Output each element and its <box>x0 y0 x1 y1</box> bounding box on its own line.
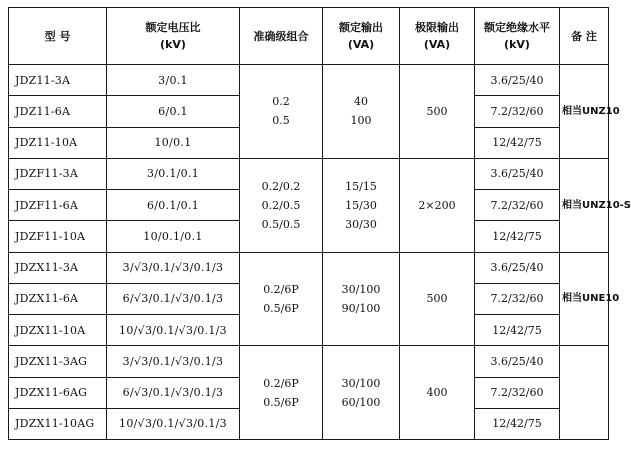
voltage-ratio-cell: 10/√3/0.1/√3/0.1/3 <box>107 408 240 439</box>
model-cell: JDZF11-3A <box>9 158 107 189</box>
accuracy-value: 0.2/0.2 <box>261 179 301 193</box>
voltage-ratio-cell: 3/0.1/0.1 <box>107 158 240 189</box>
table-row <box>9 346 609 377</box>
accuracy-cell <box>240 65 323 159</box>
voltage-ratio-cell: 10/√3/0.1/√3/0.1/3 <box>107 315 240 346</box>
accuracy-value: 0.2 <box>272 95 290 109</box>
accuracy-value: 0.5 <box>272 114 290 128</box>
model-cell: JDZX11-10AG <box>9 408 107 439</box>
voltage-ratio-cell: 3/√3/0.1/√3/0.1/3 <box>107 252 240 283</box>
rated-output-value: 15/15 <box>345 179 377 193</box>
model-cell: JDZF11-10A <box>9 221 107 252</box>
insulation-level-cell: 7.2/32/60 <box>475 377 560 408</box>
rated-output-value: 60/100 <box>341 395 381 409</box>
insulation-level-cell: 3.6/25/40 <box>475 65 560 96</box>
note-cell: 相当UNE10 <box>560 252 609 346</box>
rated-output-cell <box>323 158 400 252</box>
voltage-ratio-cell: 6/0.1 <box>107 96 240 127</box>
model-cell: JDZX11-10A <box>9 315 107 346</box>
rated-output-cell <box>323 346 400 440</box>
insulation-level-cell: 12/42/75 <box>475 315 560 346</box>
rated-output-value: 30/100 <box>341 376 381 390</box>
insulation-level-cell: 7.2/32/60 <box>475 283 560 314</box>
limit-output-cell: 400 <box>400 346 475 440</box>
header-rated-output-title: 额定输出 <box>339 21 383 34</box>
rated-output-cell <box>323 252 400 346</box>
header-rated-output-unit: (VA) <box>347 38 375 51</box>
rated-output-value: 100 <box>350 114 372 128</box>
accuracy-cell <box>240 252 323 346</box>
model-cell: JDZF11-6A <box>9 190 107 221</box>
accuracy-cell <box>240 346 323 440</box>
insulation-level-cell: 12/42/75 <box>475 408 560 439</box>
rated-output-value: 15/30 <box>345 198 377 212</box>
rated-output-value: 30/100 <box>341 282 381 296</box>
model-cell: JDZ11-3A <box>9 65 107 96</box>
voltage-ratio-cell: 10/0.1 <box>107 127 240 158</box>
rated-output-cell <box>323 65 400 159</box>
model-cell: JDZ11-10A <box>9 127 107 158</box>
voltage-ratio-cell: 10/0.1/0.1 <box>107 221 240 252</box>
model-cell: JDZX11-3A <box>9 252 107 283</box>
note-cell: 相当UNZ10-S <box>560 158 609 252</box>
header-notes: 备 注 <box>560 8 609 65</box>
table-row <box>9 65 609 96</box>
model-cell: JDZ11-6A <box>9 96 107 127</box>
header-insulation-unit: (kV) <box>504 38 530 51</box>
limit-output-cell: 500 <box>400 65 475 159</box>
model-cell: JDZX11-6A <box>9 283 107 314</box>
header-accuracy: 准确级组合 <box>240 8 323 65</box>
accuracy-value: 0.2/0.5 <box>261 198 301 212</box>
rated-output-value: 90/100 <box>341 301 381 315</box>
model-cell: JDZX11-6AG <box>9 377 107 408</box>
rated-output-value: 40 <box>354 95 368 109</box>
header-limit-output-title: 极限输出 <box>415 21 459 34</box>
voltage-ratio-cell: 6/0.1/0.1 <box>107 190 240 221</box>
header-insulation <box>475 8 560 65</box>
insulation-level-cell: 7.2/32/60 <box>475 96 560 127</box>
header-insulation-title: 额定绝缘水平 <box>484 21 550 34</box>
note-cell: 相当UNZ10 <box>560 65 609 159</box>
insulation-level-cell: 12/42/75 <box>475 127 560 158</box>
accuracy-value: 0.2/6P <box>263 282 299 296</box>
limit-output-cell: 500 <box>400 252 475 346</box>
note-cell <box>560 346 609 440</box>
header-ratio-unit: (kV) <box>160 38 186 51</box>
table-body <box>9 65 631 440</box>
insulation-level-cell: 7.2/32/60 <box>475 190 560 221</box>
header-ratio <box>107 8 240 65</box>
transformer-spec-table <box>8 7 631 440</box>
limit-output-cell: 2×200 <box>400 158 475 252</box>
voltage-ratio-cell: 3/0.1 <box>107 65 240 96</box>
voltage-ratio-cell: 6/√3/0.1/√3/0.1/3 <box>107 377 240 408</box>
table-row <box>9 158 609 189</box>
rated-output-value: 30/30 <box>345 217 377 231</box>
voltage-ratio-cell: 3/√3/0.1/√3/0.1/3 <box>107 346 240 377</box>
accuracy-value: 0.2/6P <box>263 376 299 390</box>
accuracy-cell <box>240 158 323 252</box>
voltage-ratio-cell: 6/√3/0.1/√3/0.1/3 <box>107 283 240 314</box>
header-ratio-title: 额定电压比 <box>145 21 201 34</box>
header-rated-output <box>323 8 400 65</box>
header-limit-output-unit: (VA) <box>423 38 451 51</box>
accuracy-value: 0.5/6P <box>263 395 299 409</box>
insulation-level-cell: 12/42/75 <box>475 221 560 252</box>
header-row <box>9 8 609 65</box>
insulation-level-cell: 3.6/25/40 <box>475 346 560 377</box>
table-row <box>9 252 609 283</box>
accuracy-value: 0.5/0.5 <box>261 217 301 231</box>
header-limit-output <box>400 8 475 65</box>
accuracy-value: 0.5/6P <box>263 301 299 315</box>
header-model: 型 号 <box>9 8 107 65</box>
insulation-level-cell: 3.6/25/40 <box>475 252 560 283</box>
insulation-level-cell: 3.6/25/40 <box>475 158 560 189</box>
model-cell: JDZX11-3AG <box>9 346 107 377</box>
